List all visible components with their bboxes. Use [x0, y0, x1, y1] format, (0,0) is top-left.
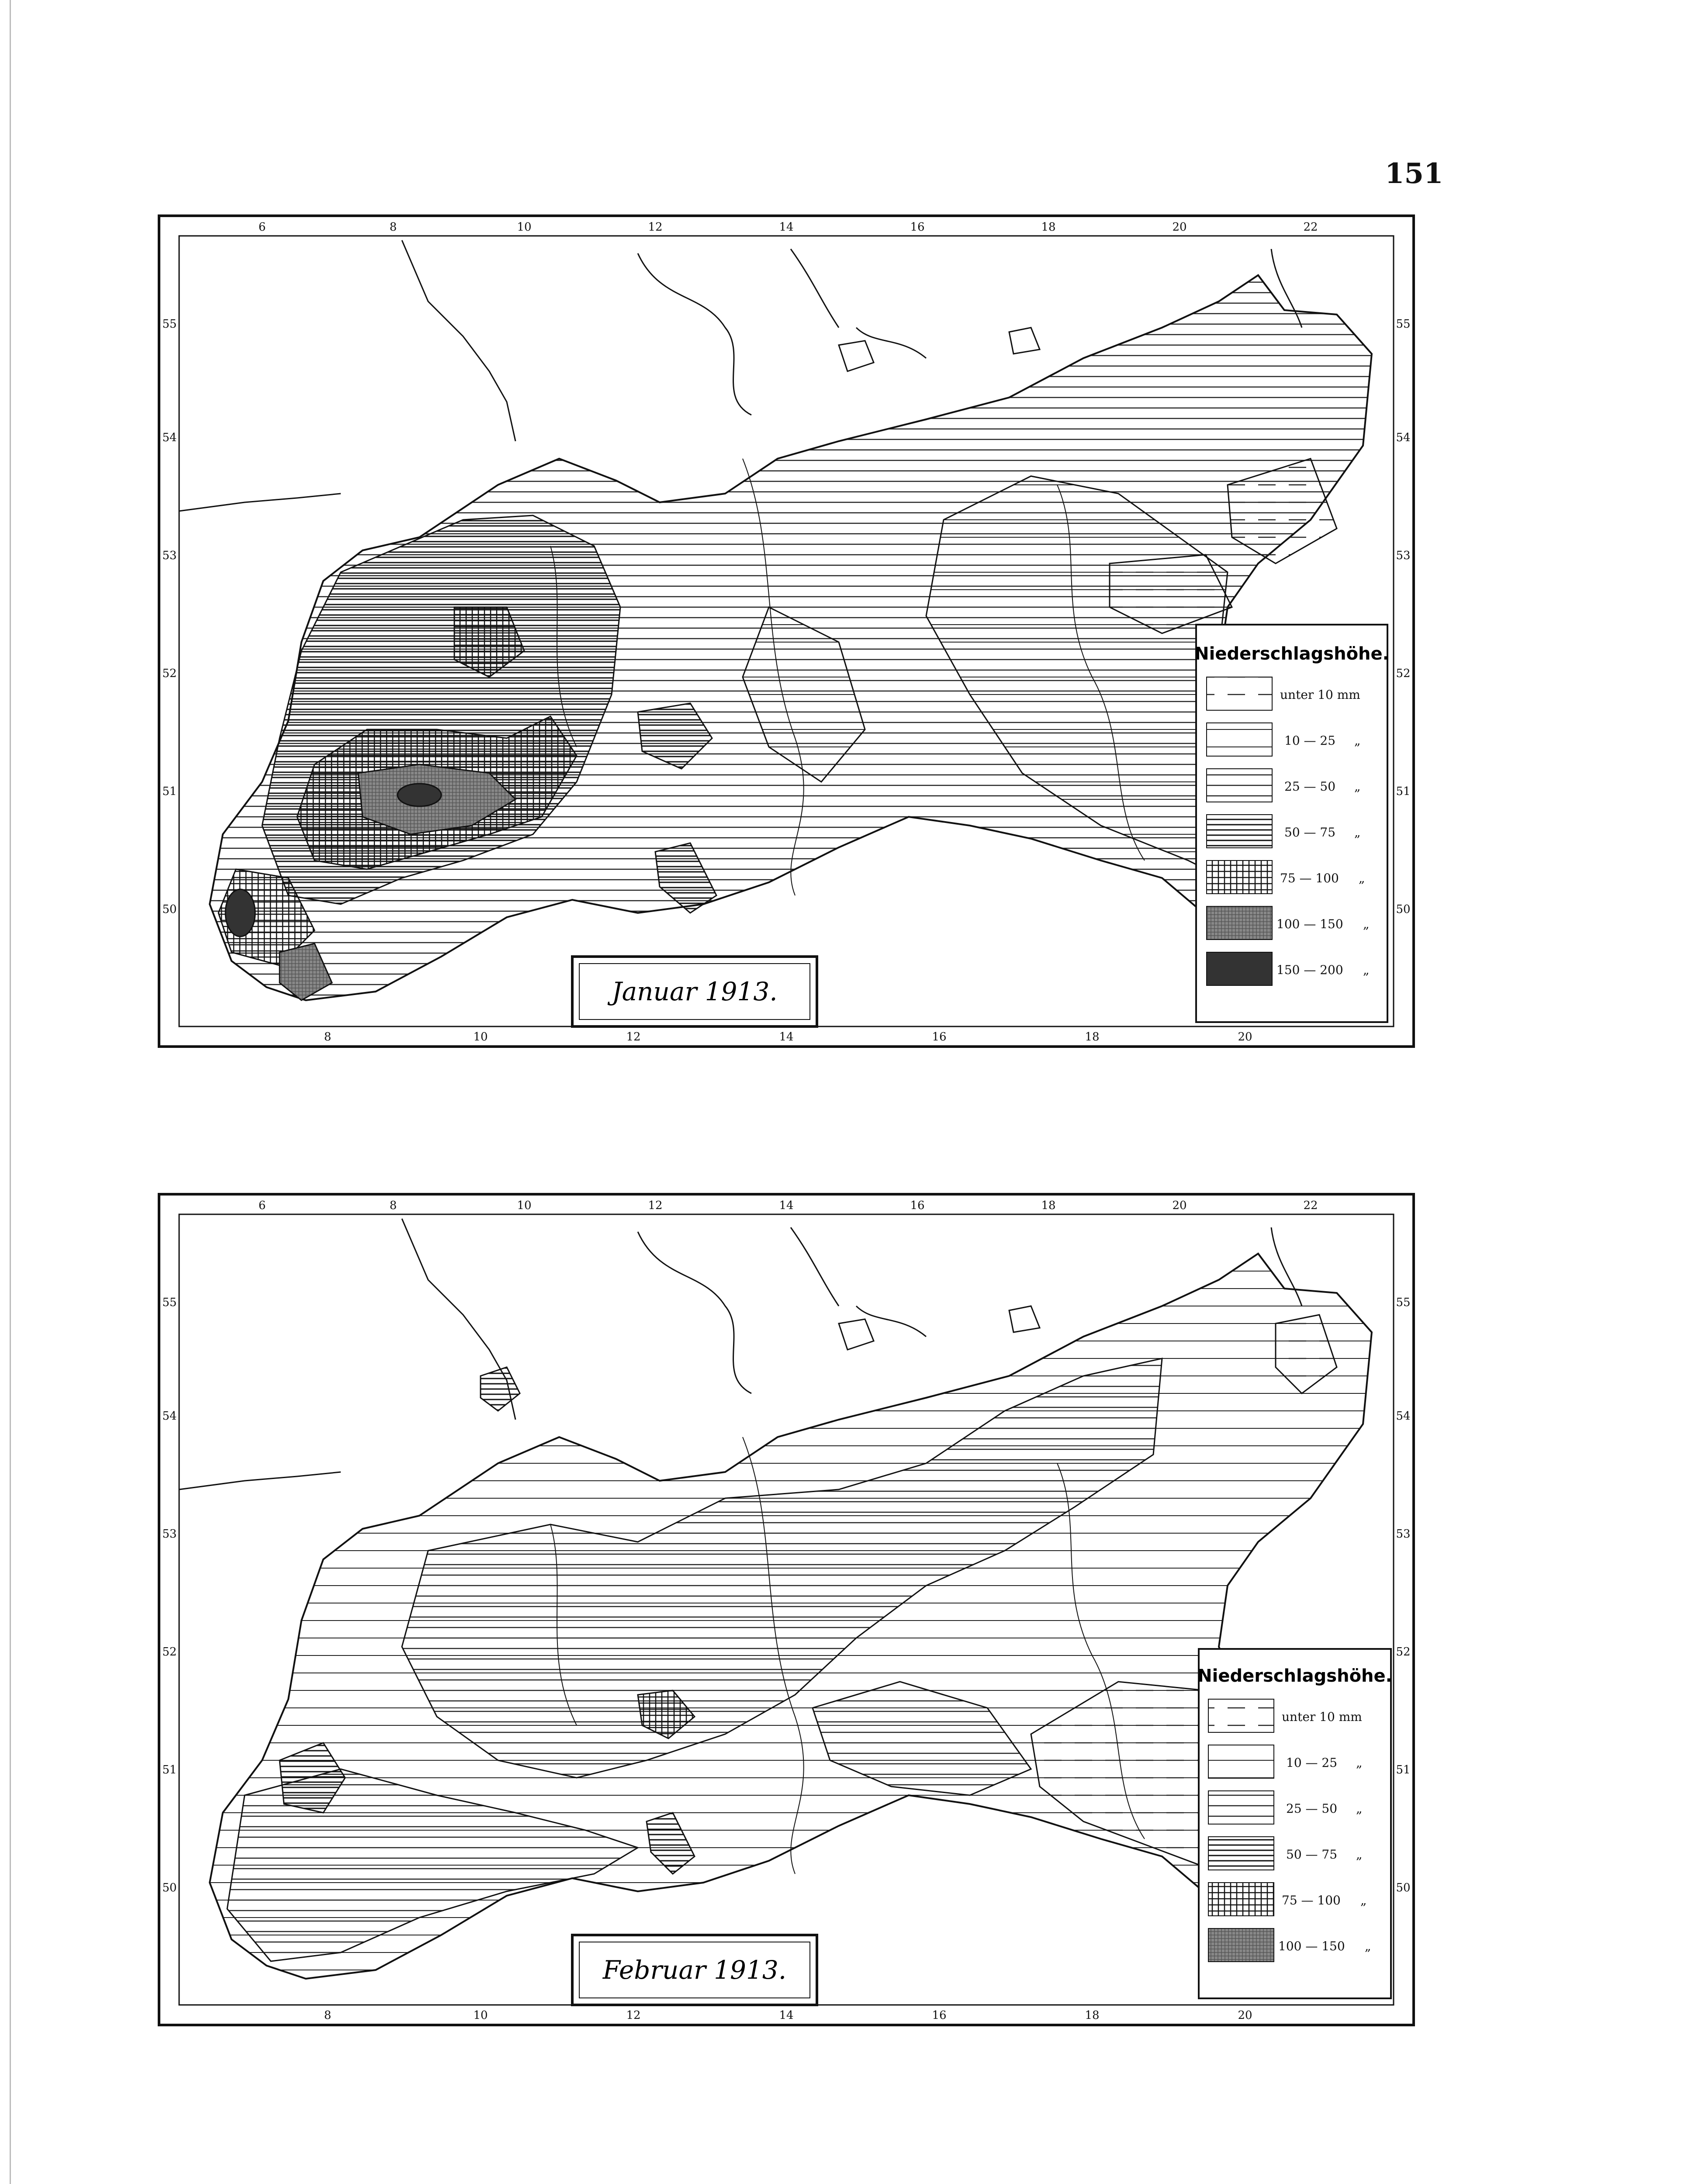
coastline — [856, 328, 926, 358]
legend-label: 25 — 50 — [1284, 779, 1336, 794]
legend-swatch-fine — [1208, 1928, 1274, 1962]
top-tick-label: 20 — [1172, 1199, 1187, 1212]
left-tick-label: 52 — [162, 667, 177, 680]
bottom-tick-label: 14 — [779, 2009, 794, 2022]
page-number: 151 — [1385, 157, 1443, 190]
top-tick-label: 18 — [1041, 1199, 1056, 1212]
top-tick-label: 12 — [648, 1199, 663, 1212]
bottom-tick-label: 12 — [626, 2009, 641, 2022]
bottom-tick-label: 16 — [932, 1030, 947, 1044]
bottom-tick-label: 14 — [779, 1030, 794, 1044]
top-tick-label: 16 — [910, 221, 925, 234]
bottom-tick-label: 12 — [626, 1030, 641, 1044]
legend-ditto: „ — [1365, 1939, 1371, 1953]
coastline — [791, 249, 839, 328]
top-tick-label: 16 — [910, 1199, 925, 1212]
top-tick-label: 14 — [779, 1199, 794, 1212]
precip-zone-150-200 — [225, 889, 255, 936]
map-januar — [157, 214, 1415, 1048]
legend-label: unter 10 mm — [1282, 1710, 1362, 1724]
top-tick-label: 22 — [1303, 1199, 1318, 1212]
legend-label: 150 — 200 — [1276, 963, 1343, 977]
right-tick-label: 52 — [1396, 1645, 1411, 1659]
legend-ditto: „ — [1363, 963, 1370, 977]
legend-swatch-dark — [1207, 952, 1272, 985]
top-tick-label: 14 — [779, 221, 794, 234]
bottom-tick-label: 8 — [324, 1030, 332, 1044]
left-tick-label: 51 — [162, 1763, 177, 1776]
legend-ditto: „ — [1354, 779, 1361, 794]
legend-swatch-sparse — [1208, 1745, 1274, 1778]
top-tick-label: 8 — [389, 221, 397, 234]
top-tick-label: 18 — [1041, 221, 1056, 234]
top-tick-label: 6 — [258, 221, 266, 234]
left-tick-label: 51 — [162, 785, 177, 798]
legend-swatch-grid — [1208, 1883, 1274, 1916]
legend-label: 10 — 25 — [1286, 1755, 1338, 1770]
left-tick-label: 55 — [162, 1296, 177, 1309]
right-tick-label: 53 — [1396, 549, 1411, 562]
top-tick-label: 6 — [258, 1199, 266, 1212]
legend-swatch-fine — [1207, 906, 1272, 940]
bottom-tick-label: 20 — [1238, 1030, 1252, 1044]
legend-swatch-dash — [1207, 677, 1272, 710]
right-tick-label: 51 — [1396, 785, 1411, 798]
island — [839, 1319, 874, 1350]
legend-title: Niederschlagshöhe. — [1194, 644, 1389, 664]
legend-ditto: „ — [1360, 1893, 1367, 1908]
coastline — [856, 1306, 926, 1337]
top-tick-label: 10 — [517, 1199, 532, 1212]
legend-ditto: „ — [1359, 871, 1365, 885]
right-tick-label: 52 — [1396, 667, 1411, 680]
legend-ditto: „ — [1354, 825, 1361, 840]
legend-ditto: „ — [1354, 733, 1361, 748]
right-tick-label: 53 — [1396, 1527, 1411, 1541]
left-tick-label: 55 — [162, 318, 177, 331]
coastline — [402, 240, 515, 441]
coastline — [791, 1227, 839, 1306]
legend-swatch-grid — [1207, 860, 1272, 894]
right-tick-label: 55 — [1396, 1296, 1411, 1309]
legend-swatch-sparse — [1207, 723, 1272, 756]
right-tick-label: 54 — [1396, 431, 1411, 444]
left-tick-label: 54 — [162, 1410, 177, 1423]
left-tick-label: 52 — [162, 1645, 177, 1659]
island — [1009, 328, 1040, 354]
legend-label: 25 — 50 — [1286, 1801, 1338, 1816]
map-caption-box — [572, 1935, 817, 2005]
map-caption-box — [572, 957, 817, 1026]
legend-label: 100 — 150 — [1276, 917, 1343, 931]
legend-title: Niederschlagshöhe. — [1197, 1666, 1392, 1686]
legend-label: 50 — 75 — [1286, 1847, 1338, 1862]
map-februar — [157, 1192, 1415, 2027]
top-tick-label: 20 — [1172, 221, 1187, 234]
map-caption: Januar 1913. — [612, 977, 778, 1006]
island — [839, 341, 874, 371]
coastline — [638, 253, 751, 415]
coastline — [179, 1472, 341, 1489]
precip-zone-50-75 — [481, 1367, 520, 1411]
legend-label: 75 — 100 — [1280, 871, 1339, 885]
legend-label: 100 — 150 — [1278, 1939, 1345, 1953]
legend-swatch-dense — [1208, 1837, 1274, 1870]
left-tick-label: 50 — [162, 903, 177, 916]
legend-label: unter 10 mm — [1280, 688, 1360, 702]
left-tick-label: 54 — [162, 431, 177, 444]
bottom-tick-label: 18 — [1085, 1030, 1100, 1044]
bottom-tick-label: 16 — [932, 2009, 947, 2022]
right-tick-label: 51 — [1396, 1763, 1411, 1776]
page-scan-edge — [10, 0, 11, 2184]
top-tick-label: 12 — [648, 221, 663, 234]
top-tick-label: 8 — [389, 1199, 397, 1212]
top-tick-label: 22 — [1303, 221, 1318, 234]
legend-swatch-medium — [1207, 769, 1272, 802]
bottom-tick-label: 18 — [1085, 2009, 1100, 2022]
right-tick-label: 54 — [1396, 1410, 1411, 1423]
legend-swatch-dense — [1207, 815, 1272, 848]
legend-ditto: „ — [1356, 1801, 1363, 1816]
legend-ditto: „ — [1356, 1755, 1363, 1770]
left-tick-label: 53 — [162, 1527, 177, 1541]
left-tick-label: 50 — [162, 1881, 177, 1894]
legend-label: 75 — 100 — [1282, 1893, 1341, 1908]
coastline — [638, 1232, 751, 1393]
legend-label: 10 — 25 — [1284, 733, 1336, 748]
right-tick-label: 55 — [1396, 318, 1411, 331]
legend-label: 50 — 75 — [1284, 825, 1336, 840]
bottom-tick-label: 20 — [1238, 2009, 1252, 2022]
legend-swatch-dash — [1208, 1699, 1274, 1732]
coastline — [179, 494, 341, 511]
left-tick-label: 53 — [162, 549, 177, 562]
map-caption: Februar 1913. — [602, 1955, 787, 1985]
right-tick-label: 50 — [1396, 903, 1411, 916]
right-tick-label: 50 — [1396, 1881, 1411, 1894]
legend-box — [1194, 625, 1389, 1022]
legend-ditto: „ — [1356, 1847, 1363, 1862]
island — [1009, 1306, 1040, 1332]
legend-ditto: „ — [1363, 917, 1370, 931]
bottom-tick-label: 10 — [473, 1030, 488, 1044]
bottom-tick-label: 10 — [473, 2009, 488, 2022]
top-tick-label: 10 — [517, 221, 532, 234]
precip-zone-150-200 — [398, 784, 441, 806]
legend-box — [1197, 1649, 1392, 1998]
legend-swatch-medium — [1208, 1791, 1274, 1824]
bottom-tick-label: 8 — [324, 2009, 332, 2022]
